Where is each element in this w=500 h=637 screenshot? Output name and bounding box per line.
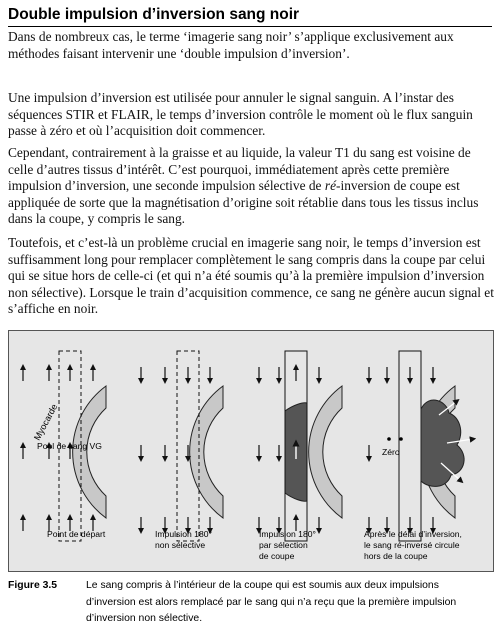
panel-3-caption-line-3: de coupe <box>259 551 295 561</box>
panel-2-caption-line-1: Impulsion 180° <box>155 529 212 539</box>
figure-caption-text: Le sang compris à l’intérieur de la coupe qui est soumis aux deux impulsions d’inversion est alors remplacé par le sang qui n’a reçu que la première impulsion d’inversion non sélective. <box>86 580 457 625</box>
panel-1-myocardium <box>73 386 106 518</box>
panel-4-zero-dot-1 <box>387 437 391 441</box>
section-heading: Double impulsion d’inversion sang noir <box>8 6 300 23</box>
panel-2-myocardium <box>190 386 223 518</box>
panel-4-caption-line-3: hors de la coupe <box>364 551 428 561</box>
paragraph-3 <box>8 145 494 228</box>
panel-2-caption <box>155 529 212 551</box>
panel-1-diagram <box>23 351 106 541</box>
paragraph-3-italic: ré <box>324 178 337 194</box>
paragraph-2: Une impulsion d’inversion est utilisée pour annuler le signal sanguin. A l’instar des séquences STIR et FLAIR, le temps d’inversion contrôle le moment où le flux sanguin passe à zéro et où l’acquisition doit commencer. <box>8 90 473 139</box>
panel-4-zero-dot-2 <box>399 437 403 441</box>
panel-1-caption-line-1: Point de départ <box>47 529 106 539</box>
figure-caption-label: Figure 3.5 <box>8 580 58 591</box>
pool-label: Pool de sang VG <box>37 441 102 451</box>
panel-1-caption <box>47 529 105 540</box>
panel-2-caption-line-2: non sélective <box>155 540 206 550</box>
paragraph-3-text-a: Cependant, contrairement à la graisse et au liquide, la valeur T1 du sang est voisine de celle d’autres tissus d’intérêt. C’est pourquoi, immédiatement après cette première impulsion d’inversion, une seconde impulsion sélective de <box>8 145 471 194</box>
paragraph-3-text-b: -inversion de coupe est appliquée de sorte que la magnétisation d’origine soit rétablie dans tous les tissus inclus dans la coupe, y compris le sang. <box>8 178 479 227</box>
panel-4-caption-line-2: le sang ré-inversé circule <box>364 540 460 550</box>
panel-4-caption-line-1: Après le délai d’inversion, <box>364 529 462 539</box>
paragraph-4: Toutefois, et c’est-là un problème crucial en imagerie sang noir, le temps d’inversion est suffisamment long pour remplacer complètement le sang compris dans la coupe par celui qui se situe hors de celle-ci (et qui n’a été soumis qu’à la première impulsion d’inversion non sélective). Lorsque le train d’acquisition commence, ce sang ne génère aucun signal et s’affiche en noir. <box>8 235 494 317</box>
myocarde-label: Myocarde <box>31 402 60 442</box>
panel-3-caption <box>259 529 316 562</box>
panel-3-myocardium <box>309 386 342 518</box>
figure-3-5 <box>8 330 494 572</box>
panel-4-caption <box>364 529 462 562</box>
paragraph-1: Dans de nombreux cas, le terme ‘imagerie sang noir’ s’applique exclusivement aux méthodes faisant intervenir une ‘double impulsion d’inversion’. <box>8 29 454 61</box>
zero-label: Zéro <box>382 447 400 457</box>
panel-2-diagram <box>141 351 223 541</box>
panel-3-caption-line-2: par sélection <box>259 540 308 550</box>
panel-3-caption-line-1: Impulsion 180° <box>259 529 316 539</box>
panel-4-diagram <box>369 351 473 541</box>
panel-3-diagram <box>259 351 342 541</box>
heading-rule <box>8 26 492 27</box>
